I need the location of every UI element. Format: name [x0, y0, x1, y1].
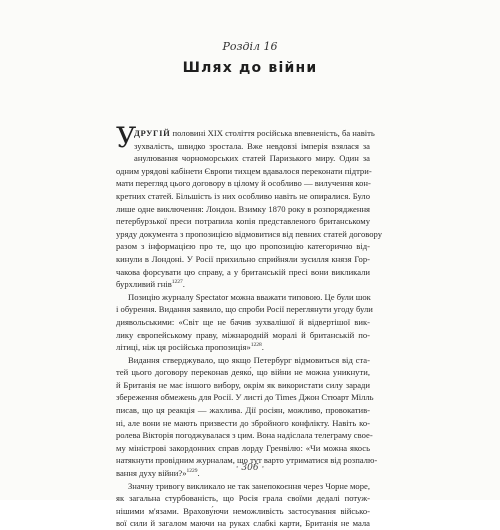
text-line-content: Значну тривогу викликало не так занепокоєння через Чорне море,: [128, 480, 370, 491]
footnote-ref[interactable]: 1227: [171, 279, 183, 286]
text-line: [116, 379, 370, 392]
page-number: · 306 ·: [235, 463, 265, 473]
text-line-content: як загальна стурбованість, що Росія грала своїми дедалі потуж-: [116, 493, 370, 504]
text-line: вання духу війни?»$^{1229}$.: [116, 468, 200, 479]
text-line-content: натякнути провідним журналам, що тут варто утриматися від розпалю-: [116, 455, 378, 466]
text-line: [116, 266, 370, 279]
text-line-content: ролева Вікторія погоджувалася з цим. Вона надіслала телеграму свое-: [116, 430, 373, 441]
text-line-content: Видання стверджувало, що якщо Петербург відмовиться від ста-: [128, 354, 370, 365]
text-line-content: нішими м'язами. Врахову́ючи неможливість застосування військо-: [116, 505, 370, 516]
text-line-content: лише одне виключення: Лондон. Взимку 1870 року в розпорядження: [116, 203, 370, 214]
text-line: літиці, ніж ця російська пропозиція»$^{1228}$.: [116, 342, 264, 353]
text-line: [116, 429, 373, 442]
text-line-content: і обурення. Видання заявило, що спроби Росії переглянути угоду були: [116, 304, 373, 315]
text-line: [116, 329, 370, 342]
text-line-content: лику європейському праву, міжнародній моралі й британській по-: [116, 329, 370, 340]
text-line: [116, 404, 370, 417]
footnote-ref[interactable]: 1228: [250, 342, 262, 349]
text-line: [116, 127, 375, 140]
chapter-label: Розділ 16: [222, 40, 278, 53]
text-line-content: разом з інформацією про те, що цю пропозицію категорично від-: [116, 241, 370, 252]
text-line: [116, 240, 370, 253]
text-line-content: мати перегляд цього договору в цілому й особливо — вилучення кон-: [116, 178, 371, 189]
text-line-content: ні, але вони не мають призвести до збройного конфлікту. Навіть ко-: [116, 417, 370, 428]
text-line: [116, 505, 370, 518]
text-line: [116, 316, 370, 329]
text-line-content: анулювання чорноморських статей Паризького миру. Один за: [134, 153, 370, 164]
text-line: бурхливий гнів$^{1227}$.: [116, 279, 185, 290]
text-line: [116, 228, 383, 241]
text-line-content: бурхливий гнів: [116, 279, 172, 290]
footnote-ref[interactable]: 1229: [186, 468, 198, 475]
text-line: [116, 417, 370, 430]
text-line: [116, 190, 370, 203]
text-line-content: петербурзької преси потрапила копія представленого британському: [116, 216, 370, 227]
text-line-content: уряду документа з пропозицією відмовитися від певних статей договору: [116, 228, 383, 239]
text-line-content: тей цього договору переконав деяко́, що війни не можна уникнути,: [116, 367, 370, 378]
text-line-content: Позицію журналу Spectator можна вважати типовою. Це були шок: [128, 291, 371, 302]
text-line-content: му міністрові закордонних справ лорду Гренвілю: «Чи можна якось: [116, 442, 370, 453]
text-line-content: зухвалість, швидко зростала. Вже невдовзі імперія взялася за: [134, 140, 370, 151]
text-line: [116, 366, 370, 379]
drop-cap: У: [116, 121, 137, 154]
text-line-content: кретних статей. Більшість із них особливо навіть не опиралися. Було: [116, 190, 370, 201]
text-line: [116, 215, 370, 228]
chapter-title: Шлях до війни: [182, 60, 318, 76]
text-line-content: писав, що ця реакція — жахлива. Дії росіян, можливо, провокатив-: [116, 405, 370, 416]
text-line: [116, 354, 370, 367]
text-line-content: й Британія не має іншого вибору, окрім як використати силу заради: [116, 379, 370, 390]
text-line-content: половині XIX століття російська впевненість, ба навіть: [170, 128, 375, 138]
text-line-content: збереження обмежень для Росії. У листі до Times Джон Стюарт Мілль: [116, 392, 374, 403]
text-line-content: одним урядові кабінети Європи тихцем вдавалося переконати підтри-: [116, 165, 372, 176]
text-line: [116, 442, 370, 455]
text-line: [116, 517, 370, 530]
text-line: [116, 391, 374, 404]
text-line-content: вання духу війни?»: [116, 468, 187, 479]
text-line: [116, 140, 370, 153]
text-line: [116, 253, 370, 266]
text-line: [116, 480, 370, 493]
lead-word: ДРУГІЙ: [134, 128, 171, 138]
text-line-content: кинули в Лондоні. У Росії прихильно сприйняли зусилля князя Гор-: [116, 253, 370, 264]
text-line: [116, 303, 373, 316]
text-line: [116, 165, 370, 178]
text-line-content: диявольськими: «Світ ще не бачив зухвалішої й відвертішої вик-: [116, 316, 370, 327]
text-line: [116, 492, 370, 505]
text-line: [116, 291, 370, 304]
text-line-content: літиці, ніж ця російська пропозиція»: [116, 342, 251, 353]
text-line-content: чакова форсувати цю справу, а у британській пресі вони викликали: [116, 266, 370, 277]
text-line: [116, 177, 370, 190]
text-line: [116, 203, 370, 216]
text-line-content: вої сили й загалом маючи на руках слабкі карти, Британія не мала: [116, 518, 370, 529]
text-line: [116, 152, 370, 165]
